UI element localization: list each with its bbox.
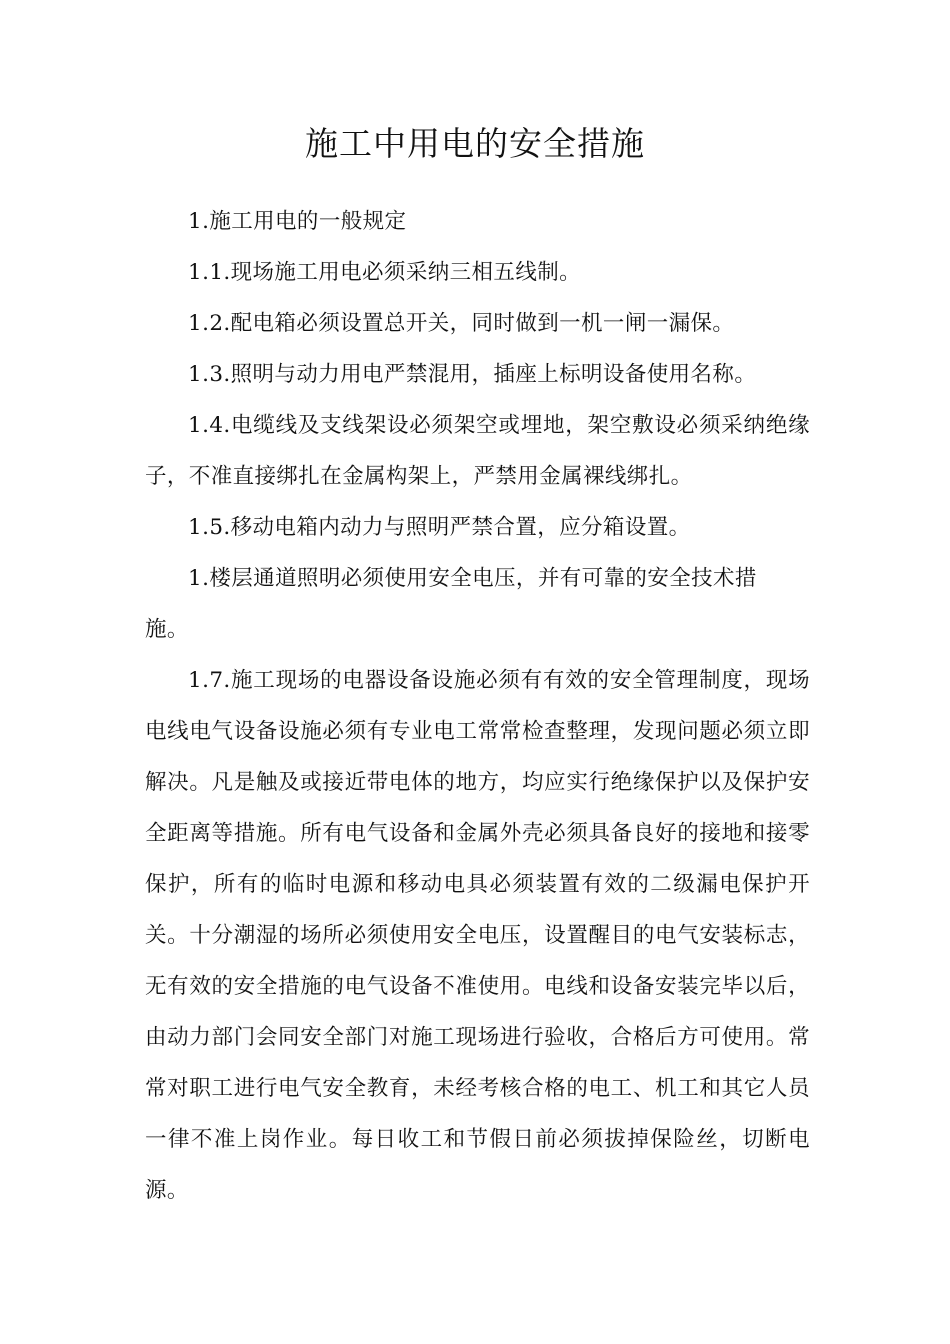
paragraph-general-rules: 1.施工用电的一般规定 (188, 209, 407, 234)
paragraph-rule-1-7: 1.7.施工现场的电器设备设施必须有有效的安全管理制度，现场电线电气设备设施必须有专业电工常常检查整理，发现问题必须立即解决。凡是触及或接近带电体的地方，均应实行绝缘保护以及保护安全距离等措施。所有电气设备和金属外壳必须具备良好的接地和接零保护，所有的临时电源和移动电具必须装置有效的二级漏电保护开关。十分潮湿的场所必须使用安全电压，设置醒目的电气安装标志，无有效的安全措施的电气设备不准使用。电线和设备安装完毕以后，由动力部门会同安全部门对施工现场进行验收，合格后方可使用。常常对职工进行电气安全教育，未经考核合格的电工、机工和其它人员一律不准上岗作业。每日收工和节假日前必须拔掉保险丝，切断电源。 (145, 668, 810, 1203)
paragraph-rule-1-5: 1.5.移动电箱内动力与照明严禁合置，应分箱设置。 (188, 515, 691, 540)
paragraph-rule-1-3: 1.3.照明与动力用电严禁混用，插座上标明设备使用名称。 (188, 362, 757, 387)
document-title: 施工中用电的安全措施 (305, 124, 645, 163)
paragraph-rule-1-4: 1.4.电缆线及支线架设必须架空或埋地，架空敷设必须采纳绝缘子，不准直接绑扎在金属构架上，严禁用金属裸线绑扎。 (145, 413, 810, 489)
paragraph-rule-1-6: 1.楼层通道照明必须使用安全电压，并有可靠的安全技术措施。 (145, 566, 757, 642)
paragraph-rule-1-2: 1.2.配电箱必须设置总开关，同时做到一机一闸一漏保。 (188, 311, 735, 336)
document-body (145, 196, 810, 1216)
paragraph-rule-1-1: 1.1.现场施工用电必须采纳三相五线制。 (188, 260, 582, 285)
